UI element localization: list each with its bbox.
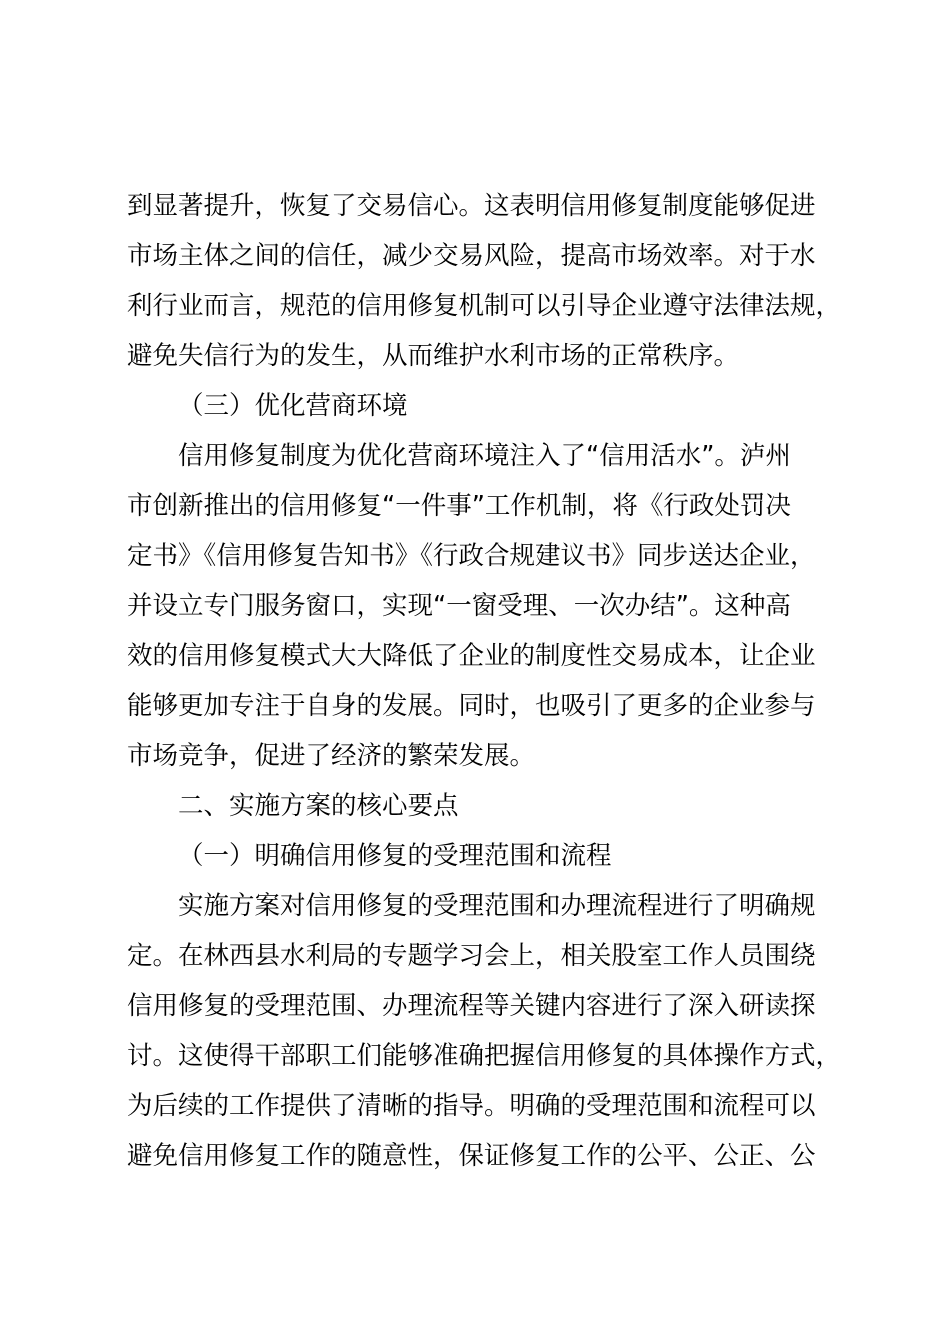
- paragraph-line: 定。在林西县水利局的专题学习会上，相关股室工作人员围绕: [127, 941, 816, 971]
- paragraph-line: 市场竞争，促进了经济的繁荣发展。: [127, 741, 536, 771]
- paragraph-line: 效的信用修复模式大大降低了企业的制度性交易成本，让企业: [127, 641, 816, 671]
- paragraph-line: 市创新推出的信用修复“一件事”工作机制，将《行政处罚决: [127, 491, 791, 521]
- paragraph-line: 利行业而言，规范的信用修复机制可以引导企业遵守法律法规，: [127, 291, 842, 321]
- section-heading: （三）优化营商环境: [178, 391, 408, 421]
- paragraph-line: 为后续的工作提供了清晰的指导。明确的受理范围和流程可以: [127, 1091, 816, 1121]
- section-heading: 二、实施方案的核心要点: [178, 791, 459, 821]
- paragraph-line: 能够更加专注于自身的发展。同时，也吸引了更多的企业参与: [127, 691, 816, 721]
- paragraph-line: 定书》《信用修复告知书》《行政合规建议书》同步送达企业，: [127, 541, 816, 571]
- paragraph-line: 实施方案对信用修复的受理范围和办理流程进行了明确规: [178, 891, 816, 921]
- paragraph-line: 信用修复制度为优化营商环境注入了“信用活水”。泸州: [178, 441, 791, 471]
- paragraph-line: 避免信用修复工作的随意性，保证修复工作的公平、公正、公: [127, 1141, 816, 1171]
- paragraph-line: 并设立专门服务窗口，实现“一窗受理、一次办结”。这种高: [127, 591, 791, 621]
- subsection-heading: （一）明确信用修复的受理范围和流程: [178, 841, 612, 871]
- paragraph-line: 讨。这使得干部职工们能够准确把握信用修复的具体操作方式，: [127, 1041, 842, 1071]
- paragraph-line: 到显著提升，恢复了交易信心。这表明信用修复制度能够促进: [127, 191, 816, 221]
- paragraph-line: 信用修复的受理范围、办理流程等关键内容进行了深入研读探: [127, 991, 816, 1021]
- paragraph-line: 避免失信行为的发生，从而维护水利市场的正常秩序。: [127, 341, 740, 371]
- paragraph-line: 市场主体之间的信任，减少交易风险，提高市场效率。对于水: [127, 241, 816, 271]
